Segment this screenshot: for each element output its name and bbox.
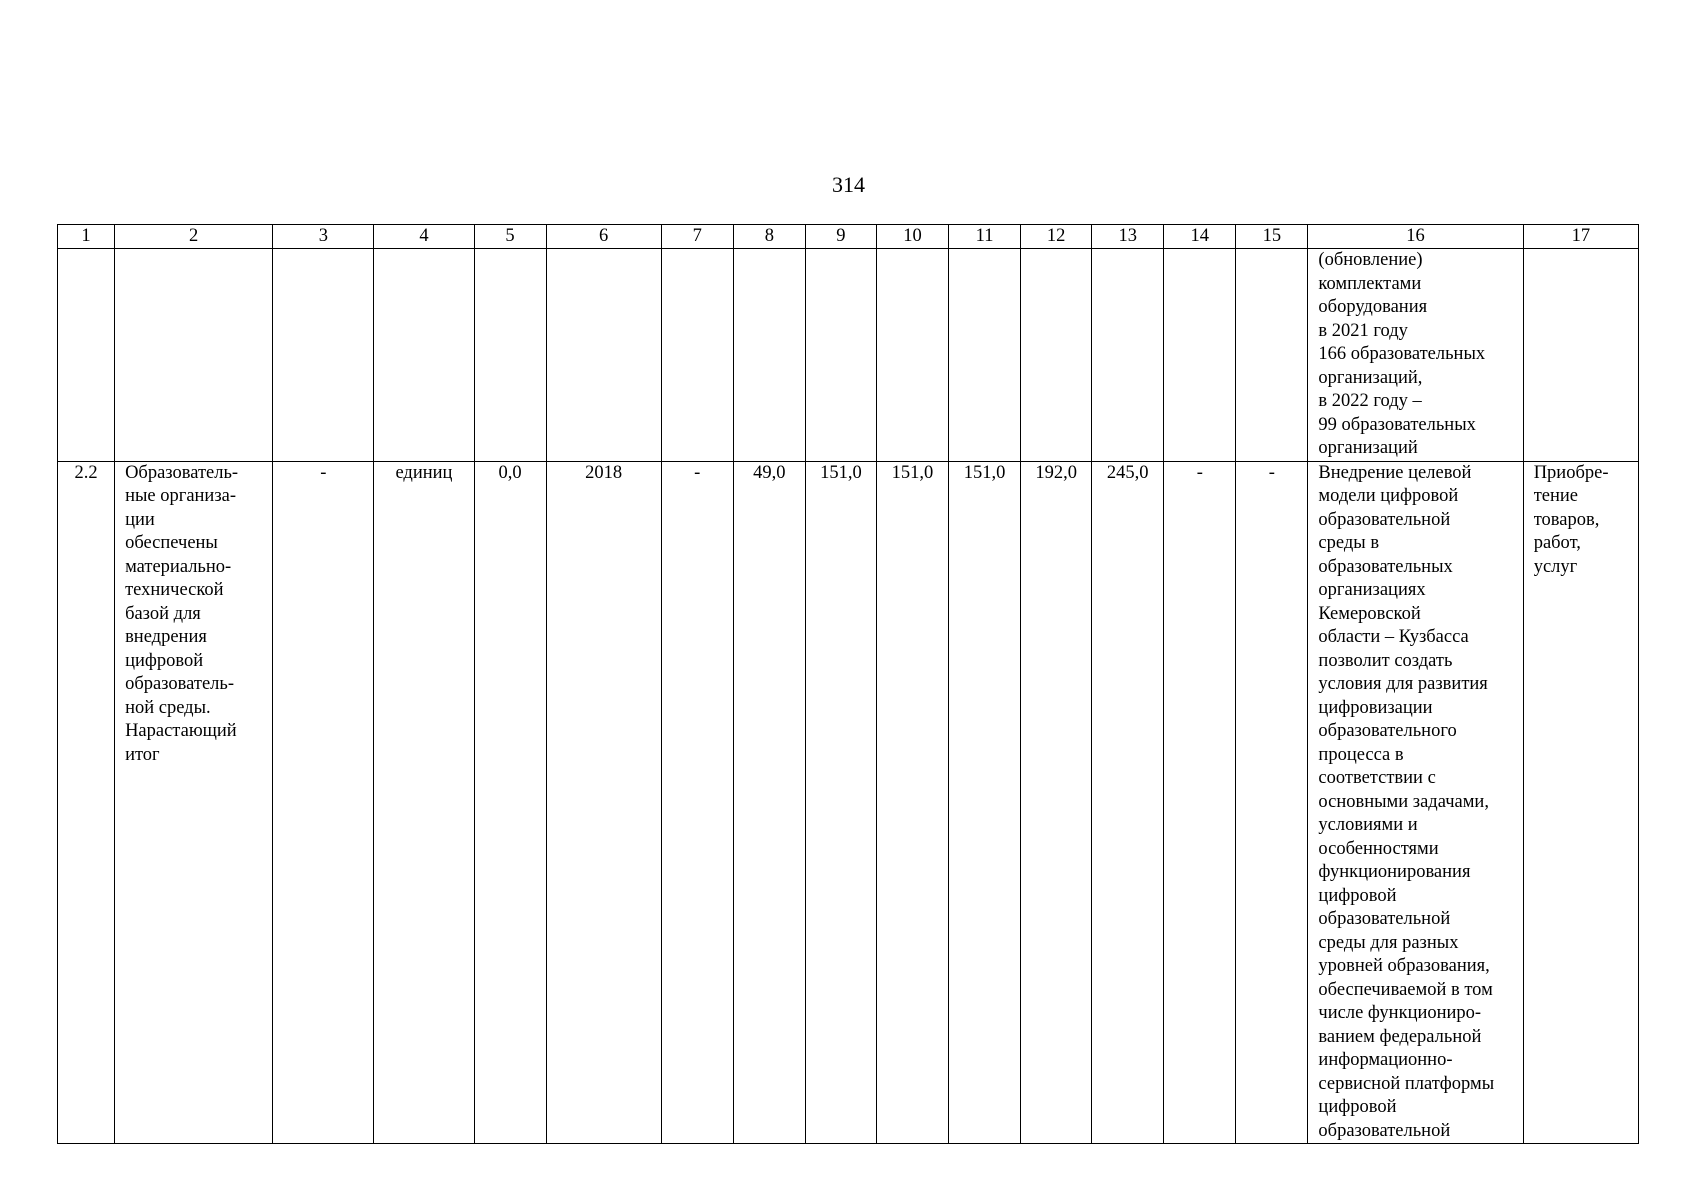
text-line: Приобре-: [1533, 462, 1609, 483]
text-line: (обновление): [1318, 250, 1423, 270]
text-line: позволит создать: [1318, 650, 1453, 671]
value-cell: 192,0: [1021, 461, 1092, 1144]
header-cell: 16: [1308, 225, 1523, 249]
text-line: образовательной: [1318, 909, 1451, 929]
text-line: Образователь-: [125, 462, 239, 483]
text-line: цифровизации: [1318, 697, 1433, 718]
text-line: обеспечиваемой в том: [1318, 979, 1493, 1000]
value-cell: 151,0: [805, 461, 876, 1144]
text-line: информационно-: [1318, 1050, 1453, 1070]
table-cell: [661, 249, 733, 462]
text-line: цифровой: [1318, 1097, 1397, 1117]
continuation-description-cell: [1308, 249, 1523, 462]
text-line: области – Кузбасса: [1318, 627, 1469, 647]
header-cell: 2: [115, 225, 273, 249]
table-cell: [273, 249, 374, 462]
text-line: образовательной: [1318, 509, 1451, 530]
table-cell: -: [273, 461, 374, 1144]
text-line: ванием федеральной: [1318, 1026, 1482, 1047]
text-line: образовательных: [1318, 556, 1453, 577]
header-cell: 9: [805, 225, 876, 249]
text-line: процесса в: [1318, 744, 1404, 765]
row-number-cell: 2.2: [58, 461, 115, 1144]
text-line: условиями и: [1318, 815, 1418, 835]
text-line: среды в: [1318, 533, 1380, 553]
text-line: 166 образовательных: [1318, 344, 1486, 364]
header-cell: 6: [546, 225, 661, 249]
indicators-table: [57, 224, 1639, 1144]
header-cell: 4: [374, 225, 474, 249]
text-line: Нарастающий: [125, 721, 237, 741]
header-cell: 17: [1523, 225, 1638, 249]
table-cell: -: [661, 461, 733, 1144]
text-line: обеспечены: [125, 533, 218, 553]
description-cell: [1308, 461, 1523, 1144]
text-line: в 2022 году –: [1318, 391, 1422, 411]
table-cell: [1523, 249, 1638, 462]
text-line: итог: [125, 744, 160, 765]
header-cell: 13: [1092, 225, 1164, 249]
text-line: услуг: [1533, 556, 1578, 577]
header-cell: 3: [273, 225, 374, 249]
text-line: числе функциониро-: [1318, 1003, 1482, 1023]
text-line: работ,: [1533, 533, 1581, 553]
table-cell: [805, 249, 876, 462]
header-cell: 1: [58, 225, 115, 249]
text-line: организаций,: [1318, 367, 1423, 388]
table-cell: [1236, 249, 1308, 462]
header-cell: 15: [1236, 225, 1308, 249]
text-line: оборудования: [1318, 297, 1428, 317]
indicator-name-cell: [115, 461, 273, 1144]
text-line: 99 образовательных: [1318, 414, 1476, 435]
text-line: ные организа-: [125, 486, 237, 506]
text-line: уровней образования,: [1318, 956, 1490, 976]
table-cell: [115, 249, 273, 462]
text-line: товаров,: [1533, 509, 1600, 530]
table-cell: [1021, 249, 1092, 462]
table-row-continuation: [58, 249, 1639, 462]
table-cell: [1092, 249, 1164, 462]
header-cell: 10: [876, 225, 948, 249]
base-value-cell: 0,0: [474, 461, 546, 1144]
base-year-cell: 2018: [546, 461, 661, 1144]
text-line: образователь-: [125, 674, 234, 694]
table-cell: [546, 249, 661, 462]
value-cell: 151,0: [949, 461, 1021, 1144]
text-line: ной среды.: [125, 697, 211, 718]
text-line: ции: [125, 509, 155, 530]
header-cell: 14: [1164, 225, 1236, 249]
text-line: в 2021 году: [1318, 320, 1408, 341]
table-cell: [374, 249, 474, 462]
text-line: основными задачами,: [1318, 791, 1489, 812]
text-line: особенностями: [1318, 838, 1439, 859]
text-line: сервисной платформы: [1318, 1073, 1495, 1094]
value-cell: -: [1164, 461, 1236, 1144]
table-cell: [474, 249, 546, 462]
text-line: технической: [125, 580, 224, 600]
text-line: организаций: [1318, 438, 1418, 458]
text-line: условия для развития: [1318, 674, 1488, 694]
text-line: тение: [1533, 486, 1578, 506]
header-cell: 7: [661, 225, 733, 249]
table-row-2-2: [58, 461, 1639, 1144]
text-line: соответствии с: [1318, 768, 1436, 788]
header-cell: 12: [1021, 225, 1092, 249]
unit-cell: единиц: [374, 461, 474, 1144]
page-number: 314: [832, 172, 865, 197]
table-cell: [58, 249, 115, 462]
table-header-row: [58, 225, 1639, 249]
value-cell: 151,0: [876, 461, 948, 1144]
text-line: материально-: [125, 556, 232, 577]
table-cell: [876, 249, 948, 462]
text-line: базой для: [125, 603, 201, 624]
text-line: цифровой: [125, 650, 204, 671]
table-cell: [1164, 249, 1236, 462]
text-line: организациях: [1318, 580, 1426, 600]
text-line: Кемеровской: [1318, 603, 1421, 624]
text-line: образовательной: [1318, 1120, 1451, 1141]
value-cell: -: [1236, 461, 1308, 1144]
note-cell: [1523, 461, 1638, 1144]
value-cell: 49,0: [733, 461, 805, 1144]
text-line: цифровой: [1318, 885, 1397, 906]
text-line: функционирования: [1318, 862, 1471, 882]
text-line: среды для разных: [1318, 932, 1459, 953]
header-cell: 8: [733, 225, 805, 249]
table-cell: [949, 249, 1021, 462]
header-cell: 11: [949, 225, 1021, 249]
table-cell: [733, 249, 805, 462]
text-line: модели цифровой: [1318, 486, 1459, 506]
text-line: Внедрение целевой: [1318, 462, 1472, 483]
text-line: комплектами: [1318, 273, 1422, 294]
text-line: внедрения: [125, 627, 207, 647]
value-cell: 245,0: [1092, 461, 1164, 1144]
header-cell: 5: [474, 225, 546, 249]
text-line: образовательного: [1318, 721, 1457, 741]
